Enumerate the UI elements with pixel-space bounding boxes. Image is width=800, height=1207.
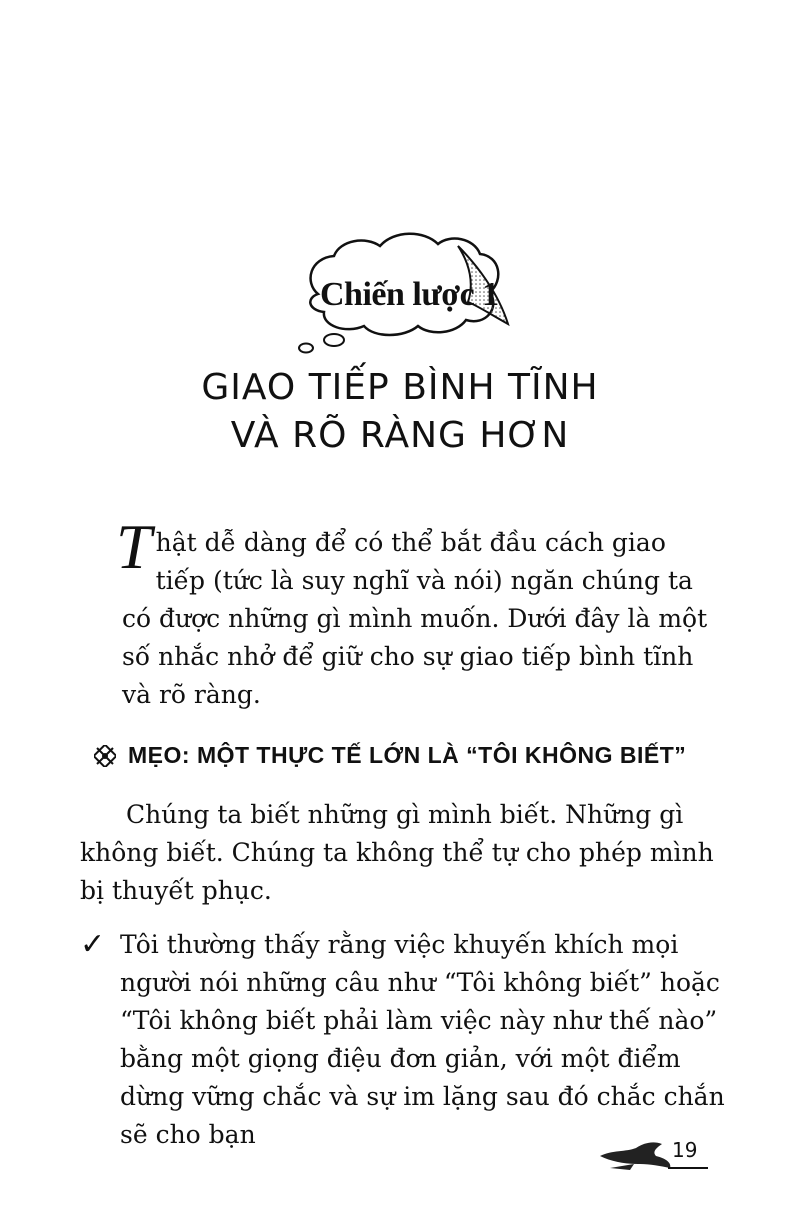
checklist-text: Tôi thường thấy rằng việc khuyến khích mọi người nói những câu như “Tôi không biết” hoặc “Tôi không biết phải làm việc này như thế nào” bằng một giọng điệu đơn giản, với một điểm dừng vững chắc và sự im lặng sau đó chắc chắn sẽ cho bạn	[120, 930, 725, 1149]
chapter-label: Chiến lược 1	[320, 276, 499, 313]
drop-cap: T	[116, 511, 152, 582]
checkmark-icon: ✓	[80, 927, 106, 962]
footer-ornament	[590, 1134, 720, 1174]
tip-heading-text: MẸO: MỘT THỰC TẾ LỚN LÀ “TÔI KHÔNG BIẾT”	[128, 742, 687, 768]
tip-heading	[94, 742, 734, 769]
ornament-icon	[94, 745, 116, 767]
intro-paragraph	[116, 511, 722, 714]
chapter-title-line2: VÀ RÕ RÀNG HƠN	[230, 415, 570, 456]
chapter-title	[0, 364, 800, 460]
checklist-item	[80, 926, 740, 1154]
intro-text: hật dễ dàng để có thể bắt đầu cách giao tiếp (tức là suy nghĩ và nói) ngăn chúng ta có được những gì mình muốn. Dưới đây là một số nhắc nhở để giữ cho sự giao tiếp bình tĩnh và rõ ràng.	[122, 528, 708, 709]
dove-icon	[590, 1134, 720, 1174]
page-number: 19	[672, 1138, 698, 1162]
chapter-title-line1: GIAO TIẾP BÌNH TĨNH	[201, 367, 599, 408]
body-paragraph-text: Chúng ta biết những gì mình biết. Những gì không biết. Chúng ta không thể tự cho phép mình bị thuyết phục.	[80, 800, 714, 905]
body-paragraph	[80, 796, 730, 910]
